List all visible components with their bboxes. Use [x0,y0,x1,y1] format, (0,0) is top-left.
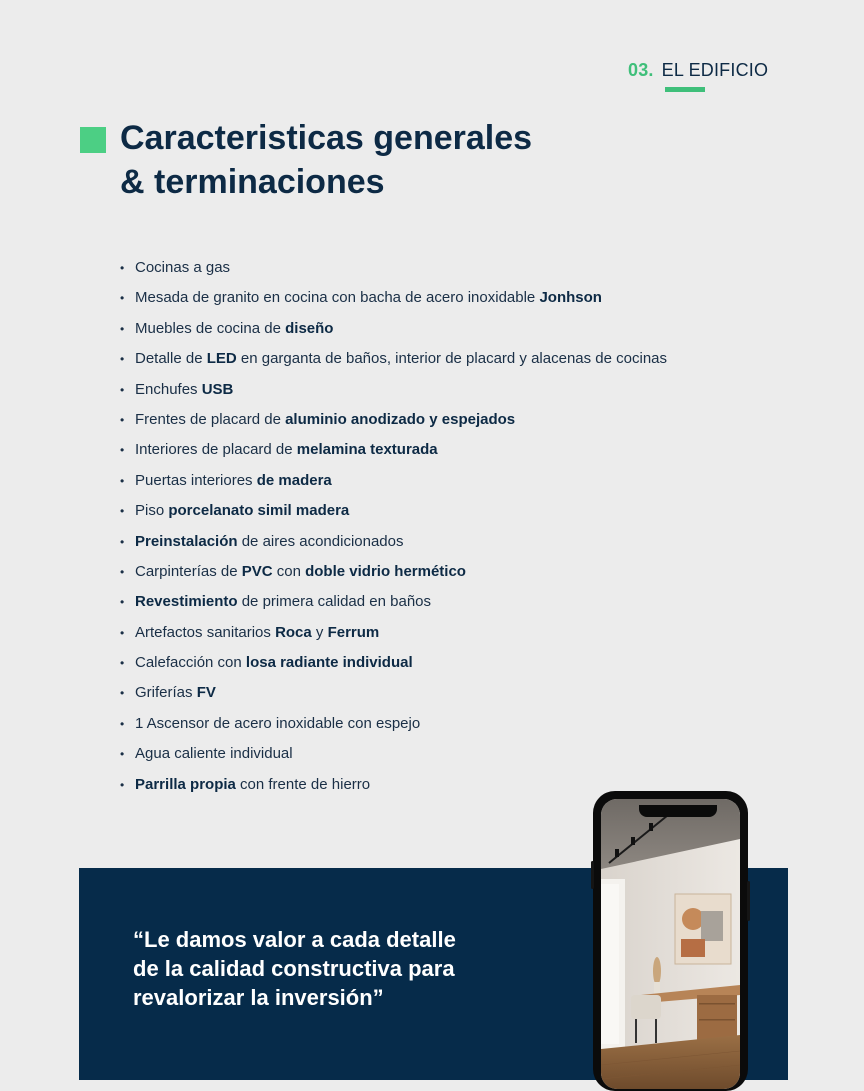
feature-text: PVC [241,562,273,580]
feature-item [120,710,820,740]
feature-text: de primera calidad en baños [237,593,432,611]
feature-text: Parrilla propia [135,775,236,793]
quote-line-1: “Le damos valor a cada detalle [133,927,456,952]
section-tag [628,60,768,81]
feature-item [120,345,820,375]
feature-item [120,649,820,679]
feature-text: losa radiante individual [245,654,413,672]
feature-item [120,619,820,649]
feature-text: Frentes de placard de [135,410,286,428]
page-title [120,116,760,204]
interior-photo [601,799,740,1089]
feature-item [120,436,820,466]
feature-item [120,467,820,497]
feature-text: Agua caliente individual [135,745,293,763]
feature-text: Detalle de [135,350,207,368]
section-number: 03. [628,60,654,80]
feature-item [120,376,820,406]
section-underline [665,87,705,92]
feature-text: Enchufes [135,380,202,398]
feature-text: doble vidrio hermético [305,562,466,580]
quote-line-2: de la calidad constructiva para [133,956,455,981]
feature-item [120,528,820,558]
feature-item [120,284,820,314]
feature-text: de aires acondicionados [237,532,404,550]
feature-item [120,558,820,588]
phone-power-button [747,881,750,921]
feature-item [120,406,820,436]
feature-text: FV [196,684,216,702]
feature-text: Mesada de granito en cocina con bacha de acero inoxidable [135,289,540,307]
feature-item [120,254,820,284]
feature-text: Piso [135,502,169,520]
feature-text: Puertas interiores [135,471,257,489]
feature-item [120,497,820,527]
feature-text: Roca [275,623,312,641]
feature-text: 1 Ascensor de acero inoxidable con espejo [135,714,421,732]
section-label: EL EDIFICIO [661,60,769,80]
feature-item [120,588,820,618]
feature-text: USB [201,380,234,398]
feature-text: melamina texturada [296,441,438,459]
feature-text: de madera [256,471,332,489]
feature-text: Carpinterías de [135,562,242,580]
feature-text: aluminio anodizado y espejados [285,410,516,428]
page-title-line-1: Caracteristicas generales [120,119,533,157]
feature-text: Artefactos sanitarios [135,623,276,641]
feature-text: con [272,562,306,580]
feature-text: Griferías [135,684,197,702]
feature-text: Revestimiento [135,593,238,611]
feature-text: Jonhson [539,289,602,307]
feature-item [120,315,820,345]
title-marker-square [80,127,106,153]
feature-text: con frente de hierro [235,775,371,793]
feature-item [120,740,820,770]
feature-text: diseño [285,319,334,337]
feature-text: Ferrum [327,623,380,641]
features-list [120,254,820,801]
page-title-line-2: & terminaciones [120,163,385,201]
feature-text: Calefacción con [135,654,246,672]
feature-text: Preinstalación [135,532,238,550]
feature-item [120,679,820,709]
feature-text: LED [206,350,237,368]
feature-text: Cocinas a gas [135,259,231,276]
phone-mockup [593,791,748,1091]
feature-text: en garganta de baños, interior de placard y alacenas de cocinas [236,350,668,368]
feature-text: porcelanato simil madera [168,502,350,520]
feature-text: y [311,623,328,641]
feature-text: Interiores de placard de [135,441,297,459]
quote-line-3: revalorizar la inversión” [133,985,384,1010]
phone-side-button [591,861,594,889]
quote [133,925,553,1012]
phone-notch [639,805,717,817]
feature-text: Muebles de cocina de [135,319,286,337]
